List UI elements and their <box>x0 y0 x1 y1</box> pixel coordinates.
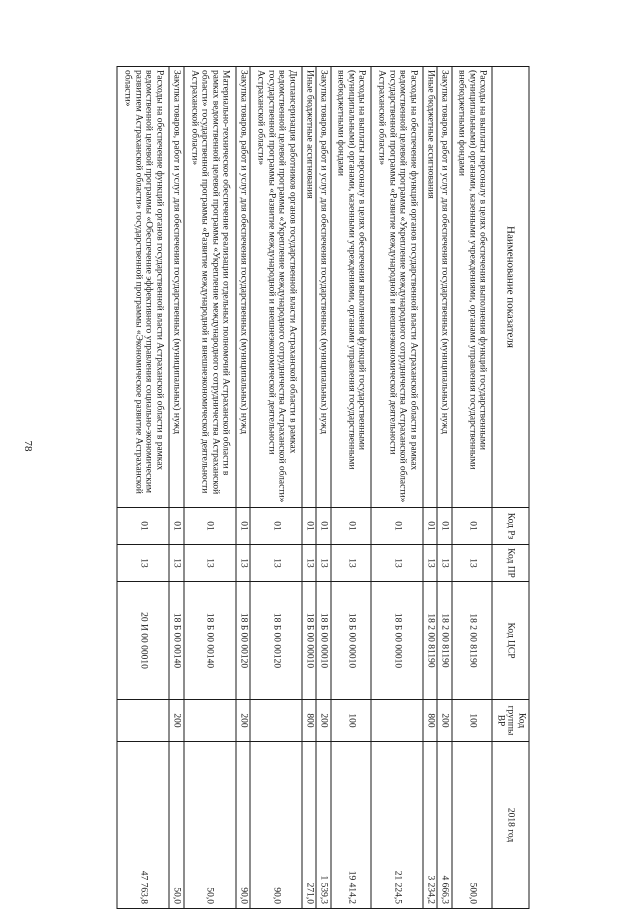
cell-pr: 13 <box>331 545 371 582</box>
cell-vr: 800 <box>423 700 437 742</box>
cell-pr: 13 <box>437 545 451 582</box>
cell-vr: 200 <box>316 700 330 742</box>
cell-name: Закупка товаров, работ и услуг для обеспечения государственных (муниципальных) нужд <box>437 67 451 508</box>
cell-csr: 18 Б 00 00120 <box>250 582 302 700</box>
table-row <box>331 67 371 909</box>
cell-csr: 18 Б 00 00010 <box>302 582 316 700</box>
cell-vr <box>371 700 423 742</box>
table-row <box>117 67 169 909</box>
table-row <box>169 67 183 909</box>
cell-name: Закупка товаров, работ и услуг для обеспечения государственных (муниципальных) нужд <box>316 67 330 508</box>
table-row <box>184 67 236 909</box>
table-row <box>302 67 316 909</box>
cell-vr <box>117 700 169 742</box>
cell-vr <box>184 700 236 742</box>
cell-pr: 13 <box>184 545 236 582</box>
cell-csr: 18 2 00 81190 <box>423 582 437 700</box>
cell-rz: 01 <box>371 508 423 545</box>
cell-vr: 200 <box>169 700 183 742</box>
cell-value: 21 224,5 <box>371 742 423 909</box>
cell-rz: 01 <box>452 508 492 545</box>
budget-table <box>117 66 530 909</box>
cell-pr: 13 <box>302 545 316 582</box>
cell-rz: 01 <box>437 508 451 545</box>
table-row <box>236 67 250 909</box>
cell-name: Иные бюджетные ассигнования <box>423 67 437 508</box>
cell-value: 4 666,3 <box>437 742 451 909</box>
header-year: 2018 год <box>492 742 529 909</box>
cell-vr <box>250 700 302 742</box>
cell-csr: 18 Б 00 00010 <box>331 582 371 700</box>
cell-pr: 13 <box>117 545 169 582</box>
cell-csr: 18 Б 00 00140 <box>169 582 183 700</box>
cell-csr: 20 И 00 00010 <box>117 582 169 700</box>
cell-name: Иные бюджетные ассигнования <box>302 67 316 508</box>
table-row <box>371 67 423 909</box>
cell-name: Закупка товаров, работ и услуг для обеспечения государственных (муниципальных) нужд <box>169 67 183 508</box>
cell-value: 90,0 <box>250 742 302 909</box>
cell-rz: 01 <box>250 508 302 545</box>
cell-vr: 100 <box>331 700 371 742</box>
cell-value: 3 234,2 <box>423 742 437 909</box>
cell-rz: 01 <box>423 508 437 545</box>
cell-rz: 01 <box>316 508 330 545</box>
cell-value: 47 763,8 <box>117 742 169 909</box>
cell-vr: 100 <box>452 700 492 742</box>
cell-vr: 200 <box>236 700 250 742</box>
table-row <box>437 67 451 909</box>
cell-csr: 18 2 00 81190 <box>437 582 451 700</box>
cell-value: 50,0 <box>169 742 183 909</box>
header-pr: Код ПР <box>492 545 529 582</box>
table-row <box>250 67 302 909</box>
table-row <box>316 67 330 909</box>
rotated-table-wrapper <box>117 66 530 908</box>
cell-pr: 13 <box>250 545 302 582</box>
table-row <box>452 67 492 909</box>
cell-value: 1 539,3 <box>316 742 330 909</box>
cell-csr: 18 Б 00 00010 <box>316 582 330 700</box>
cell-csr: 18 Б 00 00010 <box>371 582 423 700</box>
cell-value: 19 414,2 <box>331 742 371 909</box>
header-csr: Код ЦСР <box>492 582 529 700</box>
cell-pr: 13 <box>236 545 250 582</box>
cell-value: 271,0 <box>302 742 316 909</box>
page-number: 78 <box>22 440 34 452</box>
cell-rz: 01 <box>184 508 236 545</box>
cell-csr: 18 Б 00 00120 <box>236 582 250 700</box>
header-rz: Код Рз <box>492 508 529 545</box>
cell-name: Расходы на обеспечение функций органов государственной власти Астраханской области в рамках ведомственной целевой программы «Обеспечение эффективного управления социально-экономическим развитием Астраханской области» государственной программы «Экономическое развитие Астраханской области» <box>117 67 169 508</box>
cell-name: Закупка товаров, работ и услуг для обеспечения государственных (муниципальных) нужд <box>236 67 250 508</box>
header-vr: Код группы ВР <box>492 700 529 742</box>
cell-pr: 13 <box>371 545 423 582</box>
cell-rz: 01 <box>117 508 169 545</box>
cell-csr: 18 Б 00 00140 <box>184 582 236 700</box>
cell-pr: 13 <box>316 545 330 582</box>
cell-value: 90,0 <box>236 742 250 909</box>
table-header-row <box>492 67 529 909</box>
cell-rz: 01 <box>236 508 250 545</box>
cell-name: Материально-техническое обеспечение реализации отдельных полномочий Астраханской области в рамках ведомственной целевой программы «Укрепление международного сотрудничества Астраханской области» государственной программы «Развитие международной и внешнеэкономической деятельности Астраханской области» <box>184 67 236 508</box>
cell-value: 50,0 <box>184 742 236 909</box>
table-row <box>423 67 437 909</box>
cell-name: Диспансеризация работников органов государственной власти Астраханской области в рамках ведомственной целевой программы «Укрепление международного сотрудничества Астраханской области» государственной программы «Развитие международной и внешнеэкономической деятельности Астраханской области» <box>250 67 302 508</box>
cell-rz: 01 <box>331 508 371 545</box>
cell-rz: 01 <box>169 508 183 545</box>
cell-name: Расходы на выплаты персоналу в целях обеспечения выполнения функций государственными (муниципальными) органами, казенными учреждениями, органами управления государственными внебюджетными фондами <box>452 67 492 508</box>
cell-value: 500,0 <box>452 742 492 909</box>
cell-rz: 01 <box>302 508 316 545</box>
cell-vr: 800 <box>302 700 316 742</box>
header-name: Наименование показателя <box>492 67 529 508</box>
cell-name: Расходы на обеспечение функций органов государственной власти Астраханской области в рамках ведомственной целевой программы «Укрепление международного сотрудничества Астраханской области» государственной программы «Развитие международной и внешнеэкономической деятельности Астраханской области» <box>371 67 423 508</box>
cell-csr: 18 2 00 81190 <box>452 582 492 700</box>
cell-name: Расходы на выплаты персоналу в целях обеспечения выполнения функций государственными (муниципальными) органами, казенными учреждениями, органами управления государственными внебюджетными фондами <box>331 67 371 508</box>
cell-pr: 13 <box>452 545 492 582</box>
cell-pr: 13 <box>169 545 183 582</box>
cell-vr: 200 <box>437 700 451 742</box>
cell-pr: 13 <box>423 545 437 582</box>
